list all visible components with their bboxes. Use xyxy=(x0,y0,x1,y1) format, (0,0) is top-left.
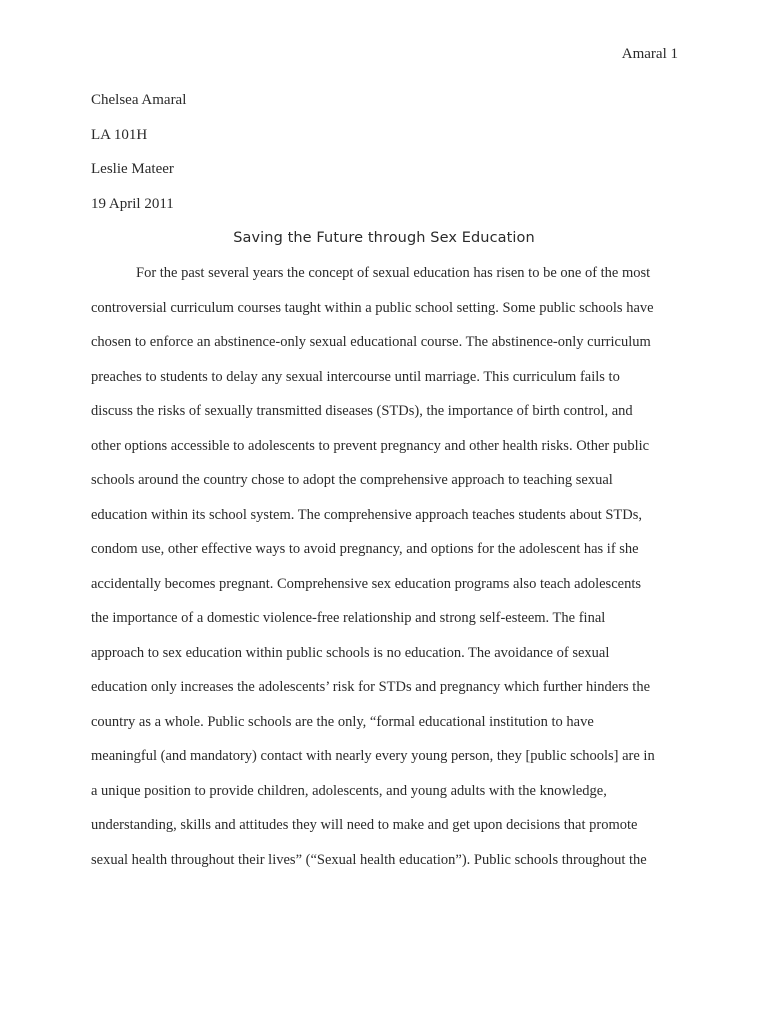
running-header: Amaral 1 xyxy=(621,46,678,62)
body-line: understanding, skills and attitudes they will need to make and get upon decisions that promote xyxy=(91,817,638,833)
body-line: the importance of a domestic violence-free relationship and strong self-esteem. The final xyxy=(91,610,606,626)
author-name: Chelsea Amaral xyxy=(91,92,187,108)
body-line: accidentally becomes pregnant. Comprehensive sex education programs also teach adolescents xyxy=(91,575,641,592)
mla-heading xyxy=(91,90,186,228)
body-line: other options accessible to adolescents to prevent pregnancy and other health risks. Other public xyxy=(91,437,650,454)
body-paragraph xyxy=(91,263,691,884)
body-line: schools around the country chose to adopt the comprehensive approach to teaching sexual xyxy=(91,472,613,488)
body-line: For the past several years the concept of sexual education has risen to be one of the most xyxy=(136,265,651,281)
body-line: preaches to students to delay any sexual intercourse until marriage. This curriculum fails to xyxy=(91,368,620,385)
essay-date: 19 April 2011 xyxy=(91,195,174,212)
body-line: country as a whole. Public schools are the only, “formal educational institution to have xyxy=(91,713,594,730)
body-line: condom use, other effective ways to avoid pregnancy, and options for the adolescent has if she xyxy=(91,541,639,557)
body-line: education within its school system. The comprehensive approach teaches students about STDs, xyxy=(91,506,643,523)
body-line: education only increases the adolescents’ risk for STDs and pregnancy which further hinders the xyxy=(91,679,651,695)
body-line: a unique position to provide children, adolescents, and young adults with the knowledge, xyxy=(91,782,607,799)
course-name: LA 101H xyxy=(91,126,148,143)
body-line: meaningful (and mandatory) contact with nearly every young person, they [public schools] are in xyxy=(91,748,655,764)
instructor-name: Leslie Mateer xyxy=(91,161,174,177)
body-line: chosen to enforce an abstinence-only sexual educational course. The abstinence-only curriculum xyxy=(91,334,651,350)
body-line: approach to sex education within public schools is no education. The avoidance of sexual xyxy=(91,644,610,661)
body-line: controversial curriculum courses taught within a public school setting. Some public schools have xyxy=(91,299,654,316)
body-line: sexual health throughout their lives” (“Sexual health education”). Public schools throughout the xyxy=(91,851,647,868)
document-title: Saving the Future through Sex Education xyxy=(233,230,535,246)
body-line: discuss the risks of sexually transmitted diseases (STDs), the importance of birth control, and xyxy=(91,403,633,419)
